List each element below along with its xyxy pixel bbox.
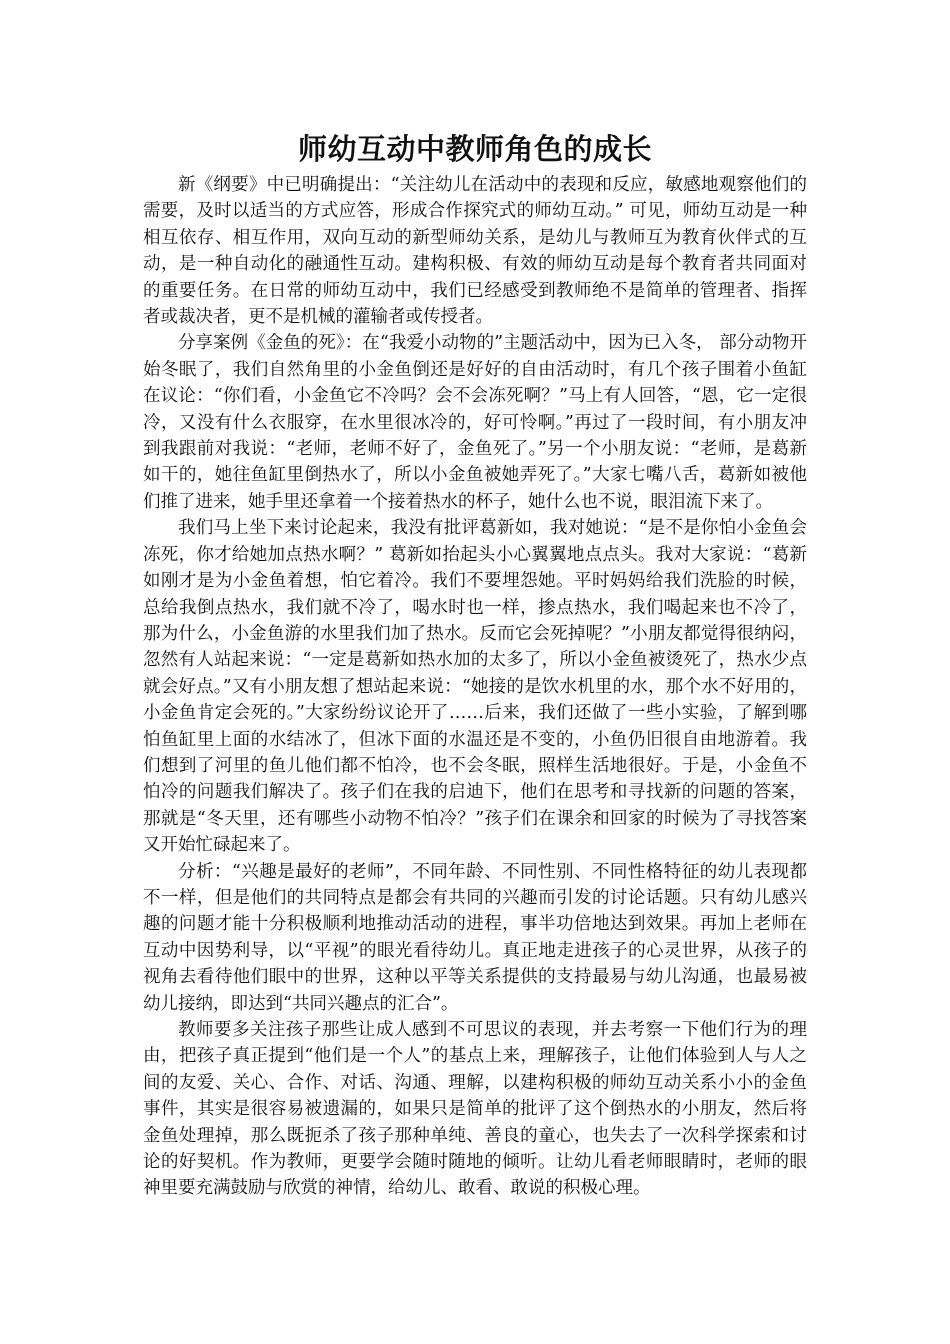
document-body [143,172,807,1202]
paragraph-case: 分享案例《金鱼的死》：在“我爱小动物的”主题活动中，因为已入冬， 部分动物开始冬眠了，我们自然角里的小金鱼倒还是好好的自由活动时，有几个孩子围着小鱼缸在议论：“你们看，小金鱼它不冷吗？会不会冻死啊？”马上有人回答，“恩，它一定很冷，又没有什么衣服穿，在水里很冰冷的，好可怜啊。”再过了一段时间，有小朋友冲到我跟前对我说：“老师，老师不好了，金鱼死了。”另一个小朋友说：“老师，是葛新如干的，她往鱼缸里倒热水了，所以小金鱼被她弄死了。”大家七嘴八舌，葛新如被他们推了进来，她手里还拿着一个接着热水的杯子，她什么也不说，眼泪流下来了。 [143,333,807,512]
paragraph-discussion: 我们马上坐下来讨论起来，我没有批评葛新如，我对她说：“是不是你怕小金鱼会冻死，你才给她加点热水啊？” 葛新如抬起头小心翼翼地点点头。我对大家说：“葛新如刚才是为小金鱼着想，怕它着冷。我们不要埋怨她。平时妈妈给我们洗脸的时候，总给我倒点热水，我们就不冷了，喝水时也一样，掺点热水，我们喝起来也不冷了，那为什么，小金鱼游的水里我们加了热水。反而它会死掉呢？”小朋友都觉得很纳闷，忽然有人站起来说：“一定是葛新如热水加的太多了，所以小金鱼被烫死了，热水少点就会好点。”又有小朋友想了想站起来说：“她接的是饮水机里的水，那个水不好用的，小金鱼肯定会死的。”大家纷纷议论开了……后来，我们还做了一些小实验，了解到哪怕鱼缸里上面的水结冰了，但冰下面的水温还是不变的，小鱼仍旧很自由地游着。我们想到了河里的鱼儿他们都不怕冷，也不会冬眠，照样生活地很好。于是，小金鱼不怕冷的问题我们解决了。孩子们在我的启迪下，他们在思考和寻找新的问题的答案，那就是“冬天里，还有哪些小动物不怕冷？”孩子们在课余和回家的时候为了寻找答案又开始忙碌起来了。 [143,518,807,856]
document-title: 师幼互动中教师角色的成长 [297,132,652,166]
paragraph-intro: 新《纲要》中已明确提出：“关注幼儿在活动中的表现和反应，敏感地观察他们的需要，及时以适当的方式应答，形成合作探究式的师幼互动。” 可见，师幼互动是一种相互依存、相互作用，双向互动的新型师幼关系，是幼儿与教师互为教育伙伴式的互动，是一种自动化的融通性互动。建构积极、有效的师幼互动是每个教育者共同面对的重要任务。在日常的师幼互动中，我们已经感受到教师绝不是简单的管理者、指挥者或裁决者，更不是机械的灌输者或传授者。 [143,175,807,328]
paragraph-analysis: 分析：“兴趣是最好的老师”，不同年龄、不同性别、不同性格特征的幼儿表现都不一样，但是他们的共同特点是都会有共同的兴趣而引发的讨论话题。只有幼儿感兴趣的问题才能十分积极顺利地推动活动的进程，事半功倍地达到效果。再加上老师在互动中因势利导，以“平视”的眼光看待幼儿。真正地走进孩子的心灵世界，从孩子的视角去看待他们眼中的世界，这种以平等关系提供的支持最易与幼儿沟通，也最易被幼儿接纳，即达到“共同兴趣点的汇合”。 [143,861,807,1014]
paragraph-conclusion: 教师要多关注孩子那些让成人感到不可思议的表现，并去考察一下他们行为的理由，把孩子真正提到“他们是一个人”的基点上来，理解孩子，让他们体验到人与人之间的友爱、关心、合作、对话、沟通、理解，以建构积极的师幼互动关系小小的金鱼事件，其实是很容易被遗漏的，如果只是简单的批评了这个倒热水的小朋友，然后将金鱼处理掉，那么既扼杀了孩子那种单纯、善良的童心，也失去了一次科学探索和讨论的好契机。作为教师，更要学会随时随地的倾听。让幼儿看老师眼睛时，老师的眼神里要充满鼓励与欣赏的神情，给幼儿、敢看、敢说的积极心理。 [143,1020,807,1199]
